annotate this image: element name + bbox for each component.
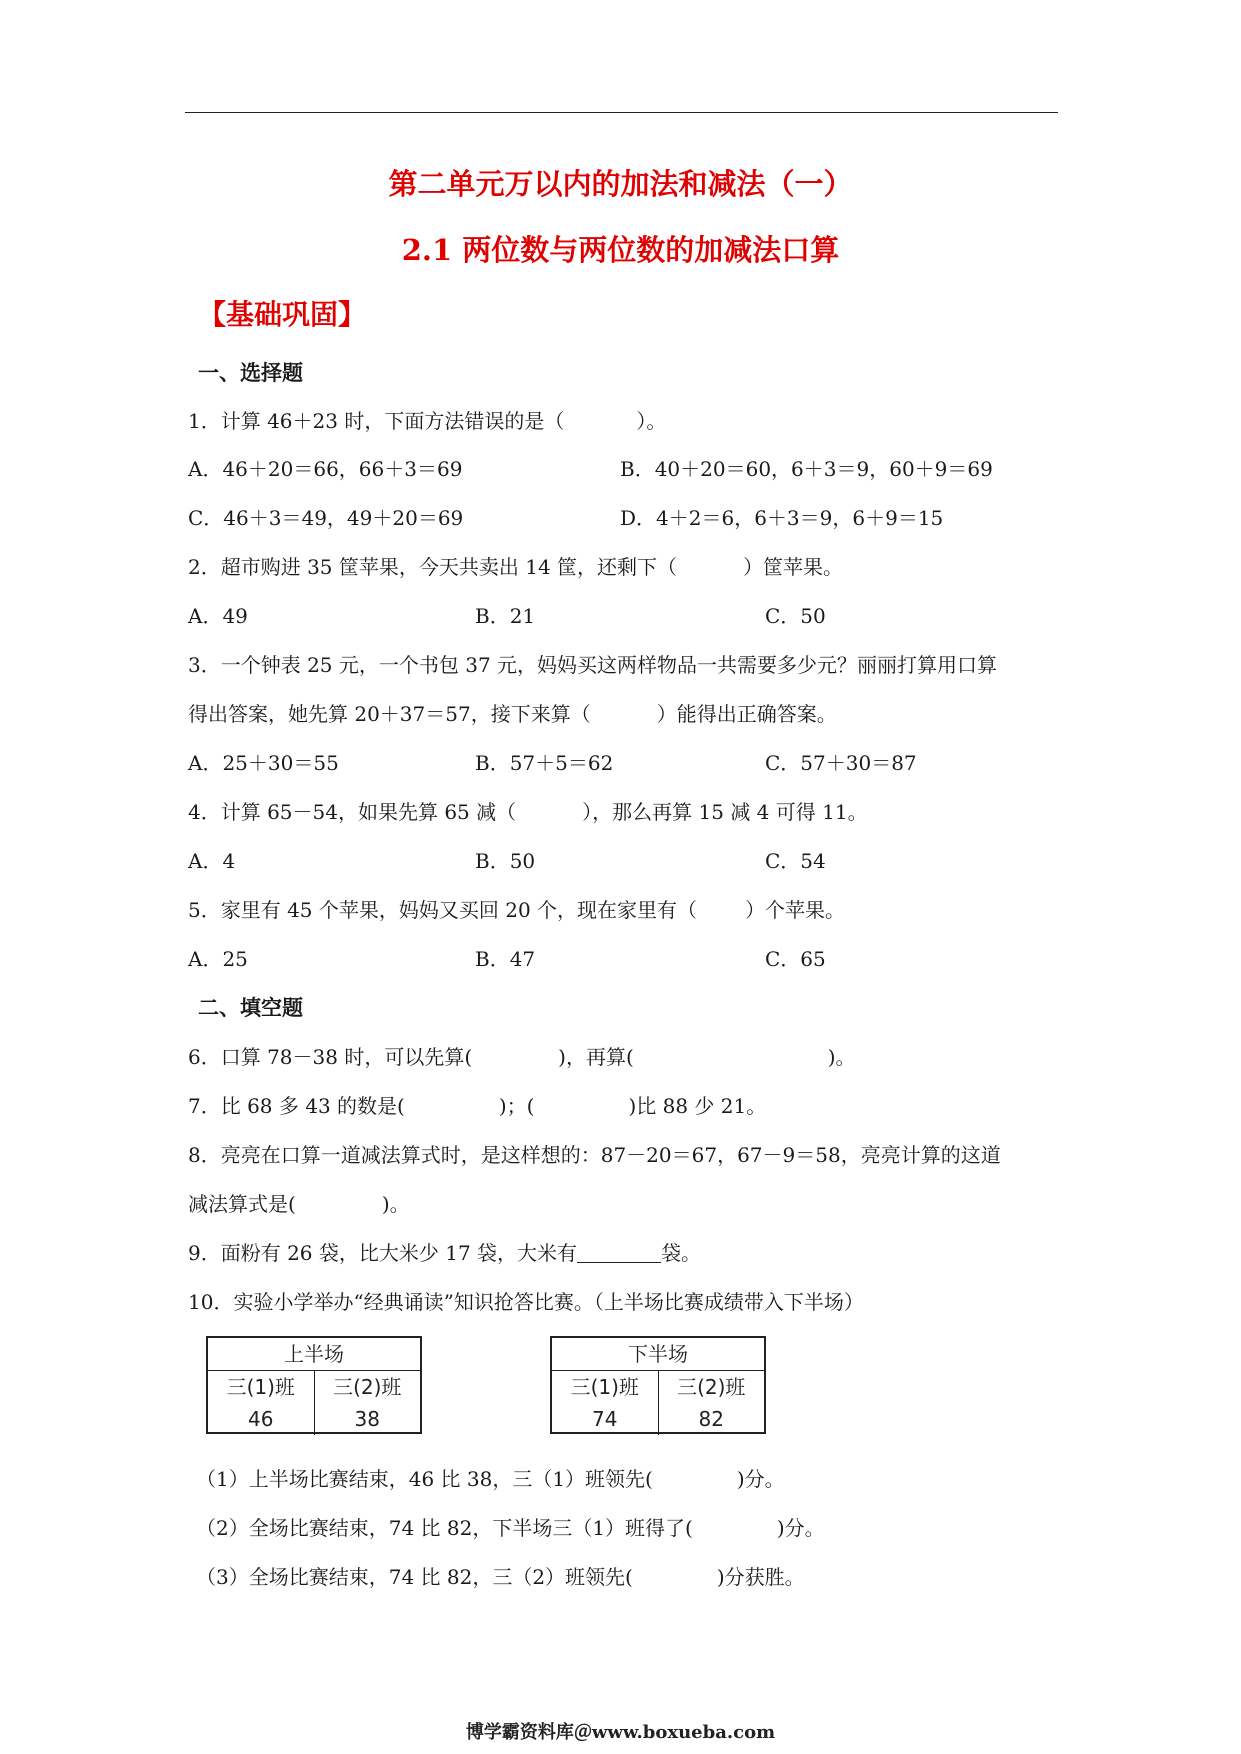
question-2: 2．超市购进 35 筐苹果，今天共卖出 14 筐，还剩下（ ）筐苹果。: [188, 555, 844, 579]
table-cell: 三(1)班: [552, 1371, 659, 1403]
question-10-sub3: （3）全场比赛结束，74 比 82，三（2）班领先( )分获胜。: [196, 1565, 805, 1589]
question-3-line2: 得出答案，她先算 20＋37＝57，接下来算（ ）能得出正确答案。: [188, 702, 837, 726]
q5-option-a[interactable]: A．25: [188, 947, 248, 971]
header-rule: [185, 112, 1058, 113]
q3-option-a[interactable]: A．25＋30＝55: [188, 751, 339, 775]
question-8-line2: 减法算式是( )。: [188, 1192, 410, 1216]
question-1: 1．计算 46＋23 时，下面方法错误的是（ ）。: [188, 409, 667, 433]
question-10-sub1: （1）上半场比赛结束，46 比 38，三（1）班领先( )分。: [196, 1467, 785, 1491]
table-row: [552, 1403, 764, 1435]
score-table-first-half: [206, 1336, 422, 1434]
q3-option-b[interactable]: B．57＋5＝62: [475, 751, 614, 775]
table-cell: 82: [698, 1407, 724, 1431]
page-title: 第二单元万以内的加法和减法（一）: [388, 167, 853, 201]
question-10-sub2: （2）全场比赛结束，74 比 82，下半场三（1）班得了( )分。: [196, 1516, 825, 1540]
table-cell: 38: [354, 1407, 380, 1431]
table-cell: 三(2)班: [677, 1375, 746, 1399]
q4-option-a[interactable]: A．4: [188, 849, 236, 873]
page-subtitle: 2.1 两位数与两位数的加减法口算: [401, 233, 840, 267]
q1-option-a[interactable]: A．46＋20＝66，66＋3＝69: [188, 457, 463, 481]
q3-option-c[interactable]: C．57＋30＝87: [765, 751, 917, 775]
q4-option-b[interactable]: B．50: [475, 849, 536, 873]
q5-option-c[interactable]: C．65: [765, 947, 826, 971]
table-title: 上半场: [208, 1338, 420, 1371]
question-3-line1: 3．一个钟表 25 元，一个书包 37 元，妈妈买这两样物品一共需要多少元？丽丽打算用口算: [188, 653, 998, 677]
q5-option-b[interactable]: B．47: [475, 947, 536, 971]
q2-option-b[interactable]: B．21: [475, 604, 536, 628]
score-table-second-half: [550, 1336, 766, 1434]
question-8-line1: 8．亮亮在口算一道减法算式时，是这样想的：87－20＝67，67－9＝58，亮亮计算的这道: [188, 1143, 1001, 1167]
q2-option-c[interactable]: C．50: [765, 604, 826, 628]
question-6: 6．口算 78－38 时，可以先算( )，再算( )。: [188, 1045, 856, 1069]
table-header-row: [552, 1371, 764, 1403]
question-7: 7．比 68 多 43 的数是( )；( )比 88 少 21。: [188, 1094, 767, 1118]
answer-underline[interactable]: [577, 1242, 661, 1263]
q1-option-c[interactable]: C．46＋3＝49，49＋20＝69: [188, 506, 464, 530]
section-label: 【基础巩固】: [198, 298, 367, 331]
table-cell: 74: [552, 1403, 659, 1435]
table-cell: 46: [208, 1403, 315, 1435]
question-5: 5．家里有 45 个苹果，妈妈又买回 20 个，现在家里有（ ）个苹果。: [188, 898, 846, 922]
question-10-stem: 10．实验小学举办“经典诵读”知识抢答比赛。（上半场比赛成绩带入下半场）: [188, 1290, 864, 1314]
part1-heading: 一、选择题: [198, 360, 303, 385]
footer-watermark: 博学霸资料库＠www.boxueba.com: [465, 1722, 776, 1743]
q1-option-b[interactable]: B．40＋20＝60，6＋3＝9，60＋9＝69: [620, 457, 993, 481]
q4-option-c[interactable]: C．54: [765, 849, 826, 873]
question-9: 9．面粉有 26 袋，比大米少 17 袋，大米有 袋。: [188, 1241, 702, 1265]
table-cell: 三(1)班: [208, 1371, 315, 1403]
q2-option-a[interactable]: A．49: [188, 604, 248, 628]
part2-heading: 二、填空题: [198, 995, 303, 1020]
table-header-row: [208, 1371, 420, 1403]
question-4: 4．计算 65－54，如果先算 65 减（ ），那么再算 15 减 4 可得 11。: [188, 800, 868, 824]
table-title: 下半场: [552, 1338, 764, 1371]
table-cell: 三(2)班: [333, 1375, 402, 1399]
table-row: [208, 1403, 420, 1435]
q1-option-d[interactable]: D．4＋2＝6，6＋3＝9，6＋9＝15: [620, 506, 944, 530]
